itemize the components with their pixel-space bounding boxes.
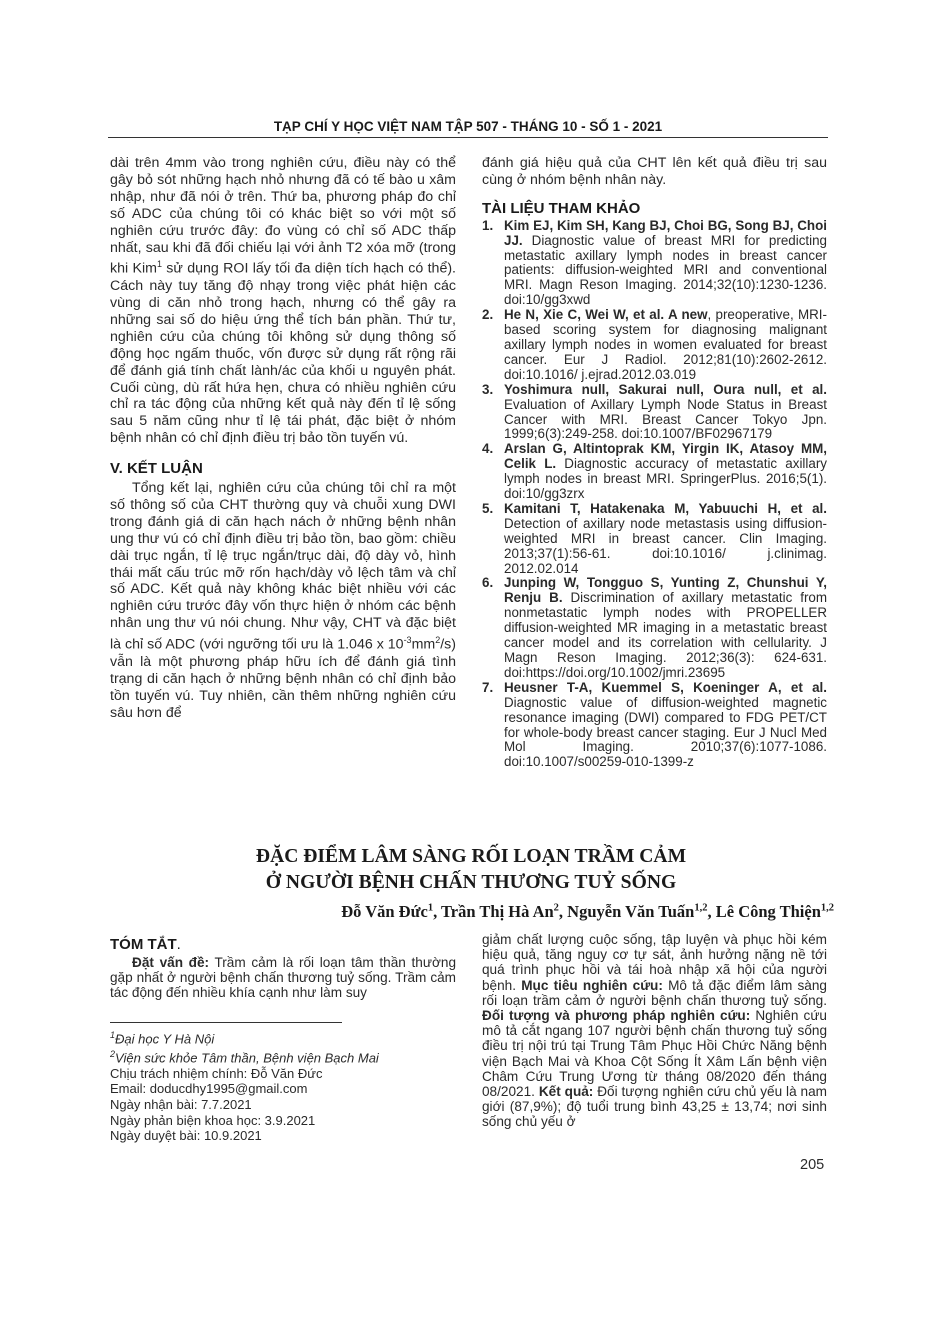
author-name: Trần Thị Hà An bbox=[441, 902, 554, 921]
reference-text: Discrimination of axillary metastatic from nonmetastatic lymph nodes with PROPELLER diffusion-weighted MR imaging in a metastatic breast cancer model and its correlation with cellularity. J Magn Reson Imaging. 2012;36(3): 624-631. doi:https://doi.org/10.1002/jmri.23695 bbox=[504, 590, 828, 680]
reference-number: 2. bbox=[482, 307, 494, 323]
references-heading: TÀI LIỆU THAM KHẢO bbox=[482, 199, 641, 217]
article-title-line-2: Ở NGƯỜI BỆNH CHẤN THƯƠNG TUỶ SỐNG bbox=[265, 872, 677, 893]
abstract-heading: TÓM TẮT. bbox=[110, 936, 181, 953]
reference-authors: Heusner T-A, Kuemmel S, Koeninger A, et al. bbox=[504, 679, 827, 695]
reference-number: 4. bbox=[482, 441, 494, 457]
footnote-accepted: Ngày duyệt bài: 10.9.2021 bbox=[110, 1128, 262, 1144]
reference-item bbox=[482, 681, 827, 770]
reference-item bbox=[482, 442, 827, 502]
reference-text: Diagnostic accuracy of metastatic axillary lymph nodes in breast MRI. SpringerPlus. 2016;5(1). doi:10/gg3zrx bbox=[504, 456, 827, 502]
author-affiliation-mark: 1 bbox=[427, 902, 434, 914]
reference-number: 3. bbox=[482, 381, 494, 397]
reference-number: 1. bbox=[482, 217, 494, 233]
footnote-received: Ngày nhận bài: 7.7.2021 bbox=[110, 1097, 252, 1113]
reference-authors: Arslan G, Altintoprak KM, Yirgin IK, Atasoy MM, Celik L. bbox=[504, 441, 827, 472]
abstract-right bbox=[482, 932, 827, 1130]
reference-authors: Yoshimura null, Sakurai null, Oura null, et al. bbox=[504, 381, 827, 397]
page-number: 205 bbox=[800, 1157, 825, 1173]
footnote-contact: Chịu trách nhiệm chính: Đỗ Văn Đức bbox=[110, 1065, 323, 1081]
reference-number: 6. bbox=[482, 575, 494, 591]
author-name: Đỗ Văn Đức bbox=[341, 902, 428, 921]
author-name: Lê Công Thiện bbox=[715, 902, 821, 921]
author-affiliation-mark: 1,2 bbox=[694, 902, 708, 914]
left-paragraph-1: dài trên 4mm vào trong nghiên cứu, điều này có thể gây bỏ sót những hạch nhỏ nhưng đã có tế bào u xâm nhập, như đã nói ở trên. Thứ ba, phương pháp đo chỉ số ADC của chúng tôi có khác biệt so với một số nghiên cứu trước đây: đo vùng có chỉ số ADC thấp nhất, sau khi đã đối chiếu lại với ảnh T2 xóa mỡ (trong khi Kim$^1$ sử dụng ROI lấy tối đa diện tích hạch có thể). Cách này tuy tăng độ nhạy trong việc phát hiện các vùng di căn nhỏ trong hạch, nhưng có thể gây ra những sai số do hiệu ứng thể tích bán phần. Thứ tư, nghiên cứu của chúng tôi không sử dụng thông số động học ngấm thuốc, vốn được sử dụng rất rộng rãi để đánh giá tính chất lành/ác của khối u nguyên phát. Cuối cùng, dù rất hứa hẹn, chưa có nhiều nghiên cứu chỉ ra tác động của những kết quả này đến tỉ lệ sống sau 5 năm cũng như tỉ lệ tái phát, đặc biệt ở nhóm bệnh nhân có chỉ định điều trị bảo tồn tuyến vú. bbox=[110, 155, 457, 447]
right-paragraph-continued: đánh giá hiệu quả của CHT lên kết quả điều trị sau cùng ở nhóm bệnh nhân này. bbox=[482, 155, 827, 188]
reference-item bbox=[482, 383, 827, 443]
reference-authors: Junping W, Tongguo S, Yunting Z, Chunshui Y, Renju B. bbox=[504, 575, 827, 606]
footnote-reviewed: Ngày phản biện khoa học: 3.9.2021 bbox=[110, 1112, 316, 1128]
abstract-left bbox=[110, 955, 456, 1001]
reference-item bbox=[482, 219, 827, 308]
article-title-line-1: ĐẶC ĐIỂM LÂM SÀNG RỐI LOẠN TRẦM CẢM bbox=[255, 846, 687, 867]
reference-authors: Kamitani T, Hatakenaka M, Yabuuchi H, et al. bbox=[504, 500, 827, 516]
reference-number: 5. bbox=[482, 500, 494, 516]
footnote-rule bbox=[110, 1022, 342, 1023]
reference-text: Detection of axillary node metastasis using diffusion-weighted MRI in breast cancer. Clin Imaging. 2013;37(1):56-61. doi:10.1016/ j.clinimag. 2012.02.014 bbox=[504, 515, 827, 576]
left-column bbox=[110, 155, 456, 721]
reference-text: , preoperative, MRI-based scoring system for diagnosing malignant axillary lymph nodes in women evaluated for breast cancer. Eur J Radiol. 2012;81(10):2602-2612. doi:10.1016/ j.ejrad.2012.03.019 bbox=[504, 307, 827, 382]
footnote-email: Email: doducdhy1995@gmail.com bbox=[110, 1081, 308, 1097]
author-affiliation-mark: 2 bbox=[553, 902, 559, 914]
article-title bbox=[108, 844, 834, 896]
reference-text: Evaluation of Axillary Lymph Node Status in Breast Cancer with MRI. Breast Cancer Tokyo Jpn. 1999;6(3):249-258. doi:10.1007/BF02967179 bbox=[504, 396, 827, 442]
reference-item bbox=[482, 576, 827, 680]
section-heading-conclusion: V. KẾT LUẬN bbox=[110, 460, 203, 478]
abstract-continued: giảm chất lượng cuộc sống, tập luyện và phục hồi kém hiệu quả, tăng nguy cơ tự sát, ảnh hưởng nặng nề tới quá trình phục hồi và tái hoà nhập xã hội của người bệnh. Mục tiêu nghiên cứu: Mô tả đặc điểm lâm sàng rối loạn trầm cảm ở người bệnh chấn thương tuỷ sống. Đối tượng và phương pháp nghiên cứu: Nghiên cứu mô tả cắt ngang 107 người bệnh chấn thương tuỷ sống điều trị nội trú tại Trung Tâm Phục Hồi Chức Năng bệnh viện Bạch Mai và Khoa Cột Sống Ít Xâm Lấn bệnh viện Châm Cứu Trung Ương từ tháng 08/2020 đến tháng 08/2021. Kết quả: Đối tượng nghiên cứu chủ yếu là nam giới (87,9%); độ tuổi trung bình 43,25 ± 13,74; nơi sinh sống chủ yếu ở bbox=[482, 932, 827, 1130]
reference-item bbox=[482, 502, 827, 577]
reference-item bbox=[482, 308, 827, 383]
conclusion-paragraph: Tổng kết lại, nghiên cứu của chúng tôi chỉ ra một số thông số của CHT thường quy và chuỗi xung DWI trong đánh giá di căn hạch nách ở những bệnh nhân ung thư vú có chỉ định điều trị bảo tồn, bao gồm: chiều dài trục ngắn, tỉ lệ trục ngắn/trục dài, độ dày vỏ, hình thái mất cấu trúc mỡ rốn hạch/dày vỏ lệch tâm và chỉ số ADC. Kết quả này không khác biệt nhiều với các nghiên cứu trước đây vốn thực hiện ở nhóm các bệnh nhân ung thư vú nói chung. Như vậy, CHT và đặc biệt là chỉ số ADC (với ngưỡng tối ưu là 1.046 x $10^{-3}mm^2/s$) vẫn là một phương pháp hữu ích để đánh giá tình trạng di căn hạch ở những bệnh nhân có chỉ định bảo tồn tuyến vú. Tuy nhiên, cần thêm những nghiên cứu sâu hơn để bbox=[110, 480, 456, 721]
author-affiliation-mark: 1,2 bbox=[820, 902, 834, 914]
footnotes bbox=[110, 1028, 455, 1144]
author-list: Đỗ Văn Đức$^1$, Trần Thị Hà An$^2$, Nguyễn Văn Tuấn$^{1,2}$, Lê Công Thiện$^{1,2}$ bbox=[341, 902, 834, 921]
footnote-affiliation-2: $^2$Viện sức khỏe Tâm thần, Bệnh viện Bạch Mai bbox=[110, 1048, 379, 1066]
abstract-intro: Đặt vấn đề: Trầm cảm là rối loạn tâm thần thường gặp nhất ở người bệnh chấn thương tuỷ sống. Trầm cảm tác động đến nhiều khía cạnh như làm suy bbox=[110, 955, 456, 1001]
reference-number: 7. bbox=[482, 679, 494, 695]
reference-text: Diagnostic value of breast MRI for predicting metastatic axillary lymph nodes in breast cancer patients: diffusion-weighted MRI and conventional MRI. Magn Reson Imaging. 2014;32(10):1230-1236. doi:10/gg3xwd bbox=[504, 232, 827, 308]
author-name: Nguyễn Văn Tuấn bbox=[567, 902, 695, 921]
running-header: TẠP CHÍ Y HỌC VIỆT NAM TẬP 507 - THÁNG 10 - SỐ 1 - 2021 bbox=[273, 119, 663, 134]
reference-text: Diagnostic value of diffusion-weighted magnetic resonance imaging (DWI) compared to FDG PET/CT for whole-body breast cancer staging. Eur J Nucl Med Mol Imaging. 2010;37(6):1077-1086. doi:10.1007/s00259-010-1399-z bbox=[504, 694, 827, 770]
references-list bbox=[482, 219, 827, 771]
reference-authors: Kim EJ, Kim SH, Kang BJ, Choi BG, Song BJ, Choi JJ. bbox=[504, 217, 827, 248]
footnote-affiliation-1: $^1$Đại học Y Hà Nội bbox=[110, 1030, 215, 1047]
header-rule bbox=[108, 137, 828, 138]
reference-authors: He N, Xie C, Wei W, et al. A new bbox=[504, 307, 708, 323]
right-column bbox=[482, 155, 827, 770]
